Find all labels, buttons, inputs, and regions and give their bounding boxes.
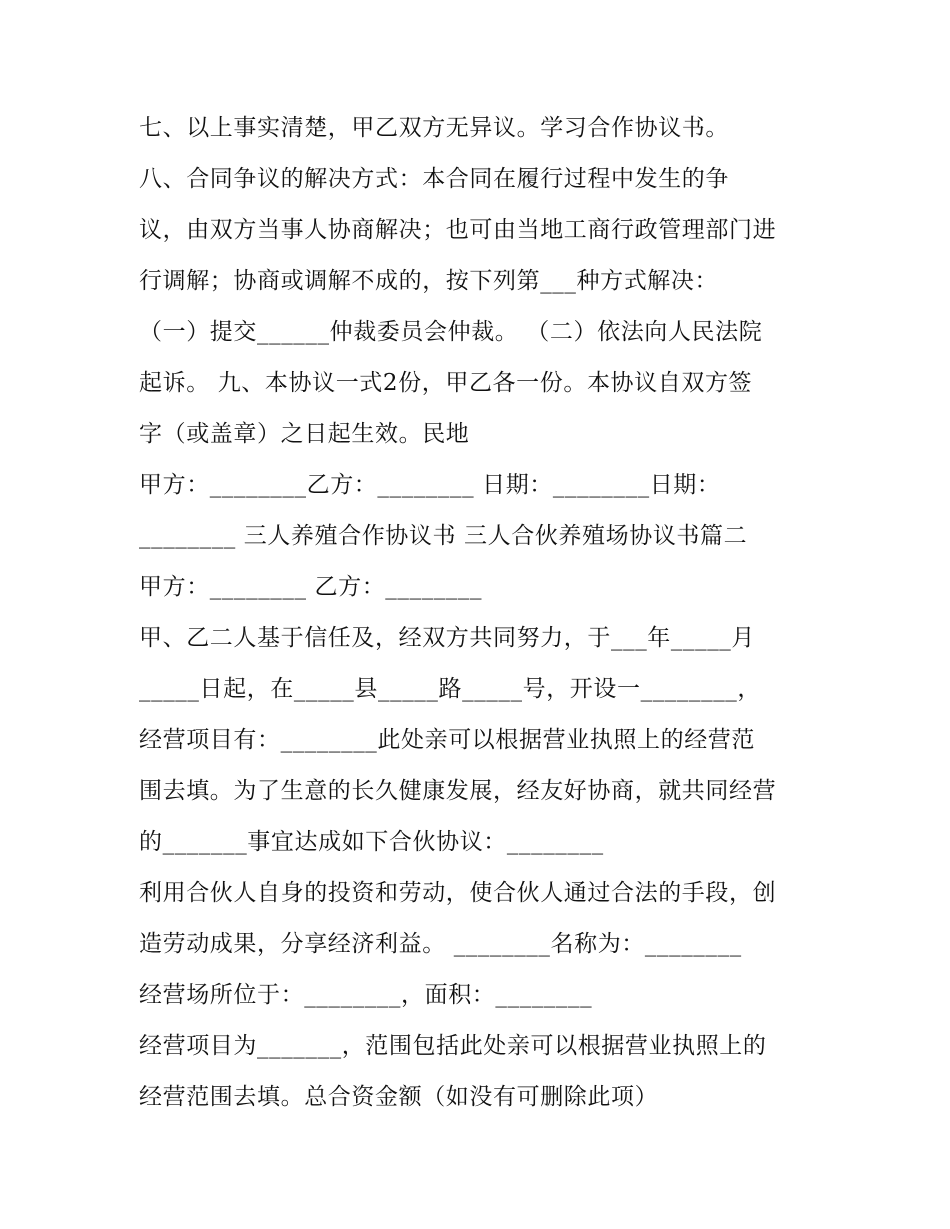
- text-line: （一）提交______仲裁委员会仲裁。 （二）依法向人民法院: [139, 319, 763, 345]
- text-line: 起诉。 九、本协议一式2份，甲乙各一份。本协议自双方签: [139, 370, 753, 396]
- text-line: 字（或盖章）之日起生效。民地: [139, 421, 470, 447]
- text-line: 甲方：________ 乙方：________: [139, 574, 483, 600]
- text-line: 甲、乙二人基于信任及，经双方共同努力，于___年_____月: [139, 625, 755, 651]
- text-line: 经营项目有：________此处亲可以根据营业执照上的经营范: [139, 727, 755, 753]
- text-line: 甲方：________乙方：________ 日期：________日期：: [139, 472, 721, 498]
- text-line: 行调解；协商或调解不成的，按下列第___种方式解决：: [139, 268, 719, 294]
- text-line: 议，由双方当事人协商解决；也可由当地工商行政管理部门进: [139, 217, 777, 243]
- text-line: ________ 三人养殖合作协议书 三人合伙养殖场协议书篇二: [139, 523, 748, 549]
- text-line: 经营范围去填。总合资金额（如没有可删除此项）: [139, 1084, 659, 1110]
- text-line: 七、以上事实清楚，甲乙双方无异议。学习合作协议书。: [139, 115, 729, 141]
- text-line: 利用合伙人自身的投资和劳动，使合伙人通过合法的手段，创: [139, 880, 777, 906]
- text-line: 经营场所位于：________，面积：________: [139, 982, 593, 1008]
- text-line: _____日起，在_____县_____路_____号，开设一________，: [139, 676, 761, 702]
- text-line: 造劳动成果，分享经济利益。 ________名称为：________: [139, 931, 742, 957]
- text-line: 的_______事宜达成如下合伙协议：________: [139, 829, 604, 855]
- text-line: 八、合同争议的解决方式：本合同在履行过程中发生的争: [139, 166, 729, 192]
- text-line: 围去填。为了生意的长久健康发展，经友好协商，就共同经营: [139, 778, 777, 804]
- text-line: 经营项目为_______，范围包括此处亲可以根据营业执照上的: [139, 1033, 767, 1059]
